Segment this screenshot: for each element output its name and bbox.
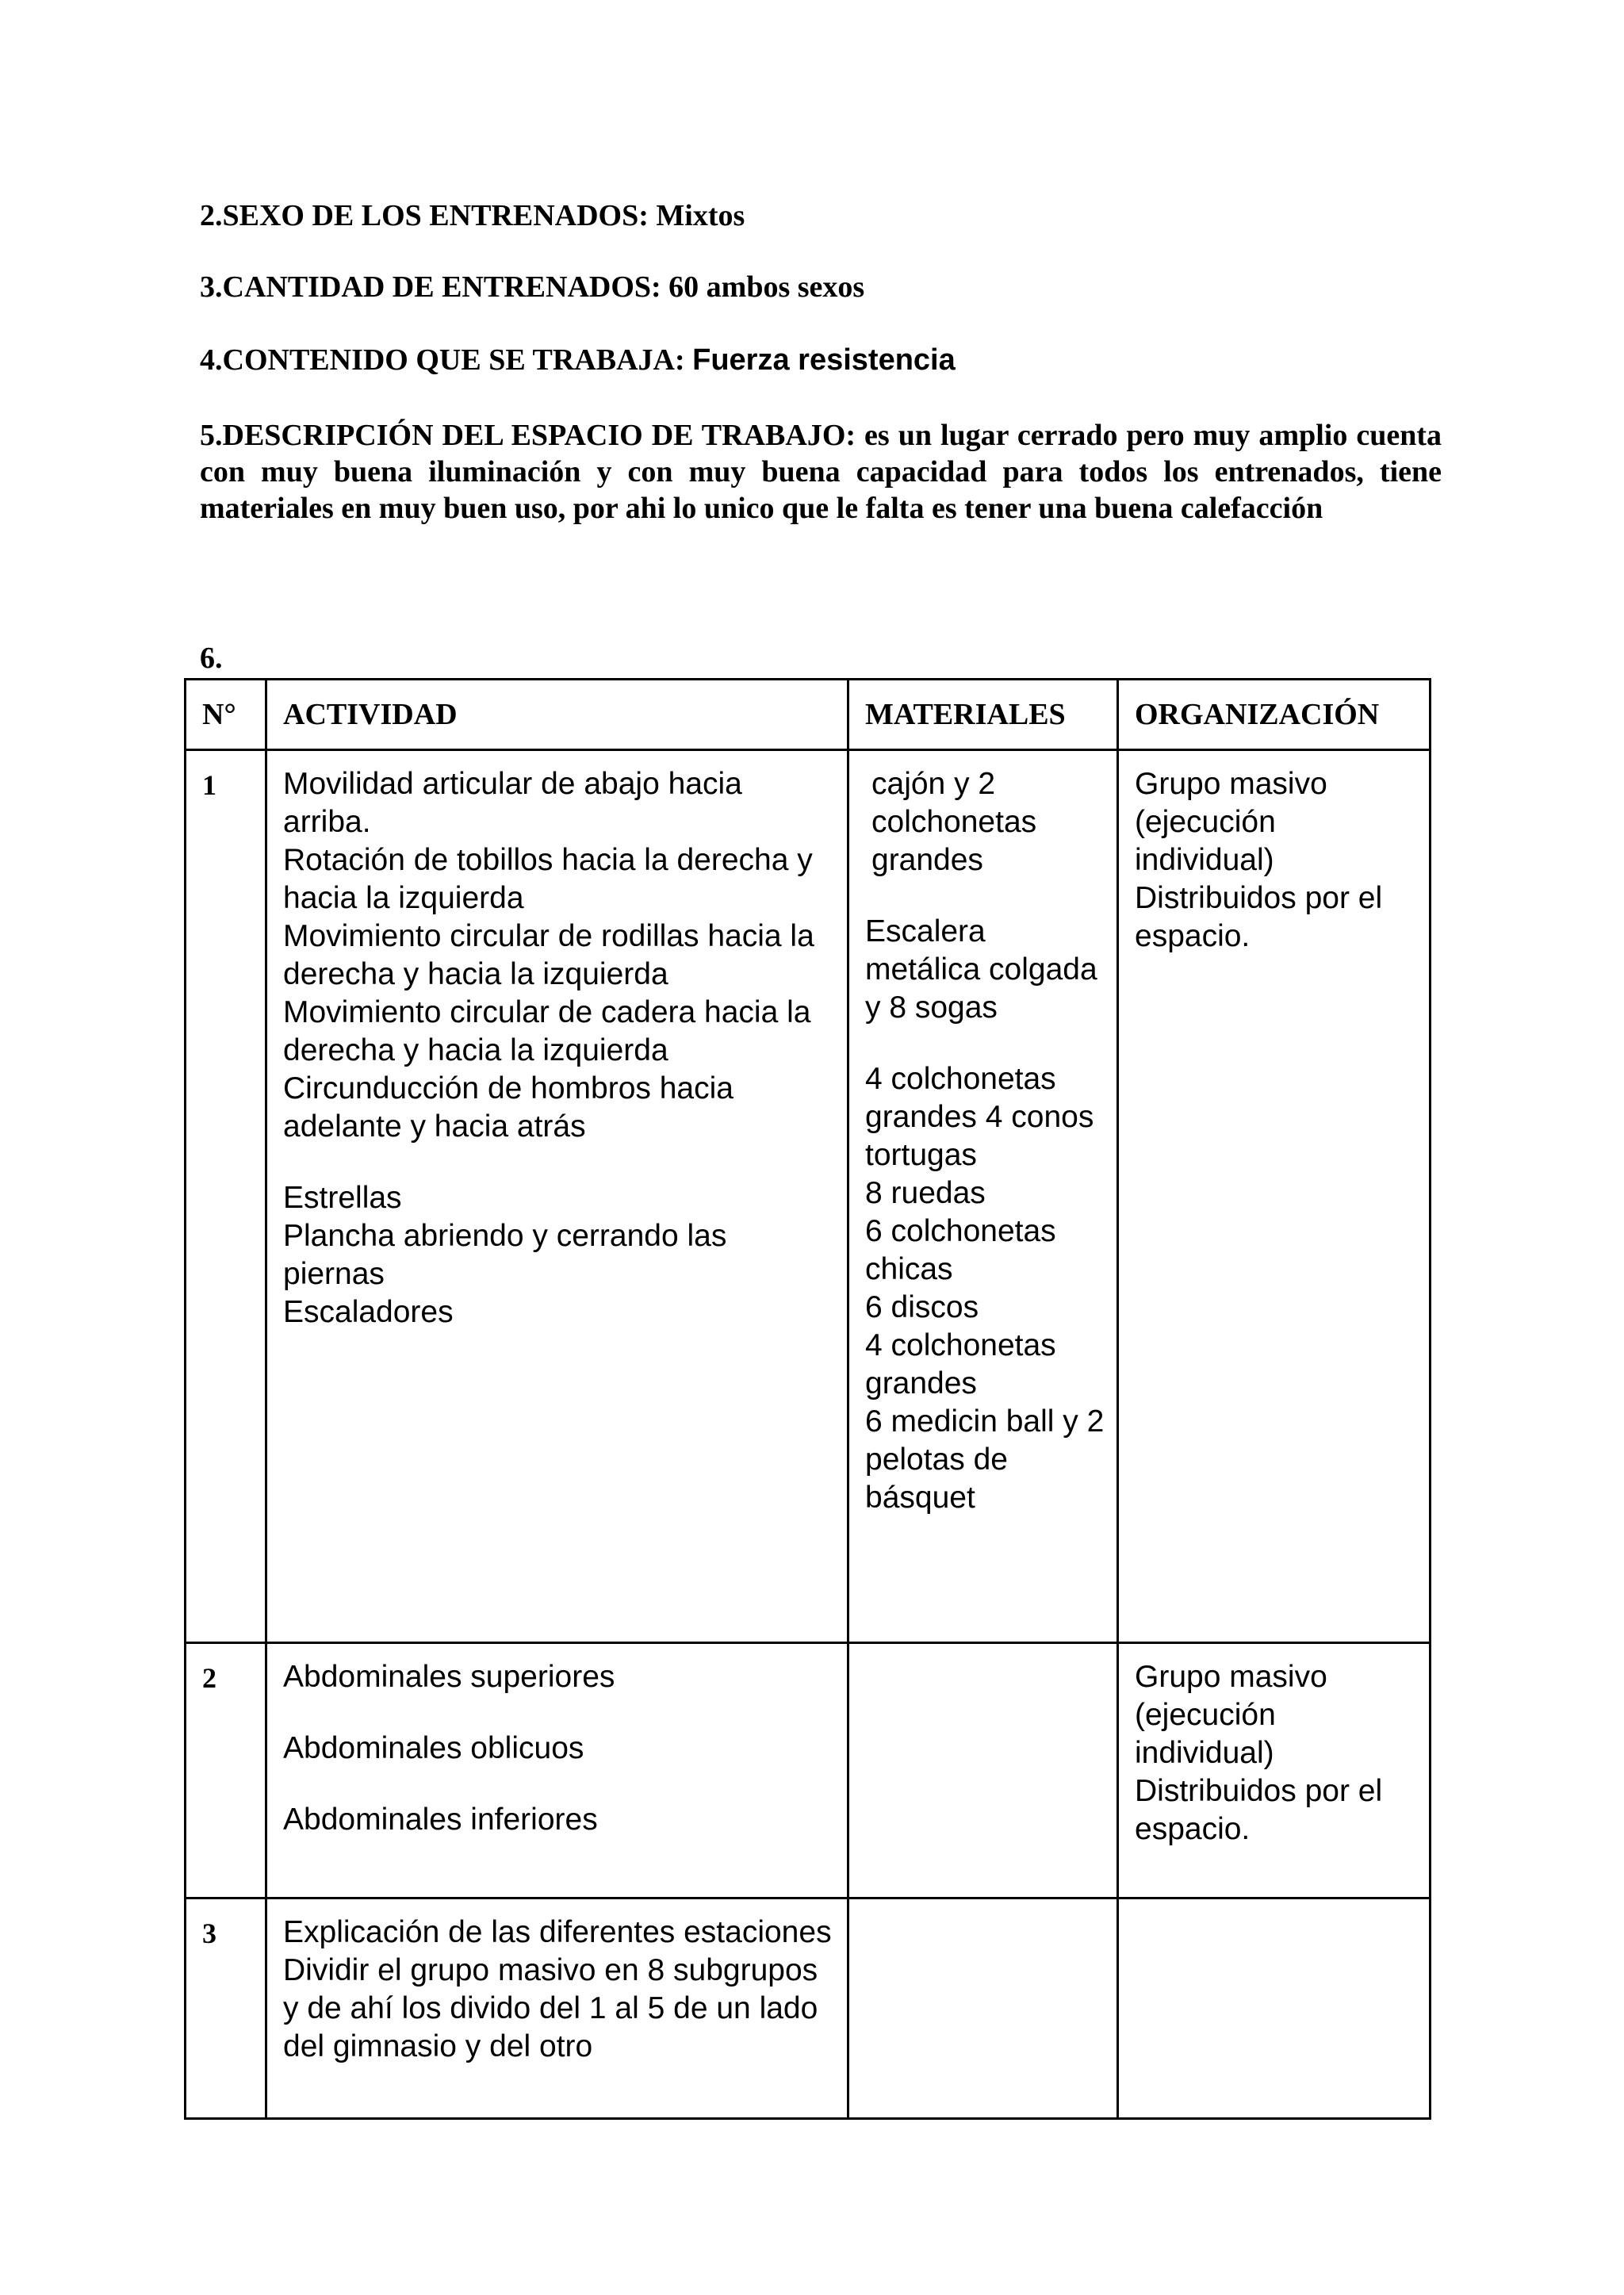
table-row [186, 1898, 1431, 2119]
sexo-label: 2.SEXO DE LOS ENTRENADOS: [200, 199, 649, 232]
contenido-value: Fuerza resistencia [692, 343, 956, 377]
list-item: Circunducción de hombros hacia adelante y hacia atrás [283, 1071, 733, 1144]
header-num: N° [186, 680, 266, 750]
cantidad-line [200, 270, 864, 305]
list-item: 6 colchonetas chicas [865, 1214, 1056, 1286]
list-item: Plancha abriendo y cerrando las piernas [283, 1219, 727, 1291]
list-item: Distribuidos por el espacio. [1135, 1774, 1383, 1846]
actividad-cell [266, 750, 848, 1643]
contenido-label: 4.CONTENIDO QUE SE TRABAJA: [200, 343, 685, 377]
table-row [186, 1643, 1431, 1898]
header-organizacion: ORGANIZACIÓN [1118, 680, 1431, 750]
list-item: Dividir el grupo masivo en 8 subgrupos y de ahí los divido del 1 al 5 de un lado del gimnasio y del otro [283, 1953, 818, 2063]
cantidad-value: 60 ambos sexos [668, 270, 865, 304]
header-materiales: MATERIALES [848, 680, 1118, 750]
list-item: 8 ruedas [865, 1176, 986, 1210]
organizacion-cell [1118, 750, 1431, 1643]
list-item: 4 colchonetas grandes 4 conos tortugas [865, 1062, 1094, 1172]
list-item: 4 colchonetas grandes [865, 1328, 1056, 1400]
sexo-value: Mixtos [656, 199, 745, 232]
list-item: Distribuidos por el espacio. [1135, 881, 1383, 953]
list-item: Escalera metálica colgada y 8 sogas [865, 914, 1097, 1025]
row-number: 1 [186, 750, 266, 1643]
descripcion-paragraph [200, 417, 1442, 527]
list-item: Movimiento circular de rodillas hacia la derecha y hacia la izquierda [283, 919, 814, 991]
row-number: 2 [186, 1643, 266, 1898]
list-item: Abdominales oblicuos [283, 1731, 584, 1765]
actividad-cell [266, 1643, 848, 1898]
descripcion-label: 5.DESCRIPCIÓN DEL ESPACIO DE TRABAJO: [200, 419, 856, 452]
list-item: Grupo masivo (ejecución individual) [1135, 1660, 1327, 1770]
materiales-cell [848, 750, 1118, 1643]
list-item: Movimiento circular de cadera hacia la derecha y hacia la izquierda [283, 995, 811, 1067]
list-item: cajón y 2 colchonetas grandes [871, 767, 1037, 877]
header-actividad: ACTIVIDAD [266, 680, 848, 750]
list-item: Rotación de tobillos hacia la derecha y hacia la izquierda [283, 843, 813, 915]
list-item: Grupo masivo (ejecución individual) [1135, 767, 1327, 877]
list-item: Abdominales inferiores [283, 1803, 598, 1837]
cantidad-label: 3.CANTIDAD DE ENTRENADOS: [200, 270, 661, 304]
table-header-row [186, 680, 1431, 750]
contenido-line [200, 343, 956, 377]
descripcion-value: es un lugar cerrado pero muy amplio cuenta con muy buena iluminación y con muy buena capacidad para todos los entrenados, tiene materiales en muy buen uso, por ahi lo unico que le falta es tener una buena calefacción [200, 419, 1442, 525]
organizacion-cell [1118, 1898, 1431, 2119]
list-item: Escaladores [283, 1295, 454, 1329]
list-item: 6 medicin ball y 2 pelotas de básquet [865, 1404, 1105, 1515]
list-item: Explicación de las diferentes estaciones [283, 1915, 832, 1949]
list-item: Movilidad articular de abajo hacia arriba. [283, 767, 742, 839]
activity-table [184, 678, 1431, 2120]
materiales-cell [848, 1898, 1118, 2119]
section-number: 6. [200, 642, 223, 675]
sexo-line [200, 198, 745, 233]
organizacion-cell [1118, 1643, 1431, 1898]
table-row [186, 750, 1431, 1643]
list-item: Abdominales superiores [283, 1660, 615, 1694]
row-number: 3 [186, 1898, 266, 2119]
actividad-cell [266, 1898, 848, 2119]
materiales-cell [848, 1643, 1118, 1898]
list-item: 6 discos [865, 1290, 979, 1324]
list-item: Estrellas [283, 1181, 402, 1215]
